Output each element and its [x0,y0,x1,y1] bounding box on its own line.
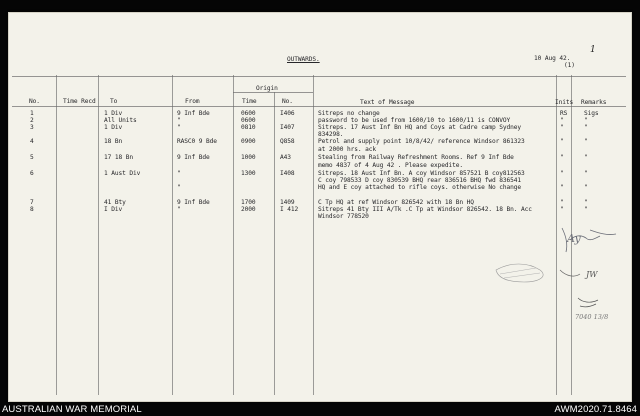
header-time-recd: Time Recd [63,98,96,105]
row-time: 0900 [241,138,256,145]
row-time: 0810 [241,124,256,131]
header-to: To [110,98,118,105]
row-no: 2 [30,117,34,124]
header-remarks: Remarks [581,99,607,106]
handwritten-signature-2: JW [586,270,598,279]
row-from: 9 Inf Bde [177,199,210,206]
row-to: 1 Div [104,124,123,131]
header-inits: Inits [555,99,574,106]
page-mark: 1 [590,45,596,55]
row-text: memo 4837 of 4 Aug 42 . Please expedite. [318,162,464,169]
row-from: " [177,117,181,124]
inits-cell: " [560,206,564,213]
remarks-cell: " [584,170,588,177]
remarks-cell: " [584,206,588,213]
remarks-cell: " [584,184,588,191]
row-no: 1 [30,110,34,117]
inits-cell: " [560,184,564,191]
document-title: OUTWARDS. [287,56,320,63]
row-text: Sitreps 41 Bty III A/Tk .C Tp at Windsor 826542. 18 Bn. Acc [318,206,532,213]
row-text: Sitreps. 18 Aust Inf Bn. A coy Windsor 857521 B coy812563 [318,170,525,177]
row-onum: I408 [280,170,295,177]
header-origin-no: No. [282,98,293,105]
document-date: 10 Aug 42. [534,55,571,62]
row-onum: Q858 [280,138,295,145]
inits-cell: " [560,170,564,177]
inits-cell: " [560,138,564,145]
row-from: " [177,170,181,177]
row-no: 4 [30,138,34,145]
row-no: 7 [30,199,34,206]
remarks-cell: " [584,117,588,124]
inits-cell: " [560,199,564,206]
row-to: 1 Aust Div [104,170,141,177]
row-to: 17 18 Bn [104,154,134,161]
row-to: All Units [104,117,137,124]
row-text: Petrol and supply point 10/8/42/ reference Windsor 861323 [318,138,525,145]
header-no: No. [29,98,40,105]
inits-cell: " [560,154,564,161]
row-time: 1300 [241,170,256,177]
row-onum: I406 [280,110,295,117]
row-onum: I 412 [280,206,299,213]
row-text: password to be used from 1600/10 to 1600/11 is CONVOY [318,117,511,124]
remarks-cell: Sigs [584,110,599,117]
row-from: 9 Inf Bde [177,110,210,117]
header-time: Time [242,98,257,105]
page-number: (1) [564,62,575,69]
remarks-cell: " [584,124,588,131]
row-text: C coy 798533 D coy 830539 BHQ rear 836516 BHQ fwd 836541 [318,177,522,184]
remarks-cell: " [584,138,588,145]
row-text: C Tp HQ at ref Windsor 826542 with 18 Bn HQ [318,199,474,206]
handwritten-note: 7040 13/8 [575,313,609,321]
row-time: 0600 [241,117,256,124]
row-to: 1 Div [104,110,123,117]
row-text: at 2000 hrs. ack [318,146,377,153]
row-onum: A43 [280,154,291,161]
row-time: 2000 [241,206,256,213]
header-from: From [185,98,200,105]
row-text: 834298. [318,131,344,138]
row-time: 0600 [241,110,256,117]
header-origin: Origin [256,85,278,92]
row-onum: I407 [280,124,295,131]
row-from: " [177,206,181,213]
row-text: HQ and E coy attached to rifle coys. otherwise No change [318,184,522,191]
row-text: Windsor 778520 [318,213,369,220]
row-text: Stealing from Railway Refreshment Rooms. Ref 9 Inf Bde [318,154,514,161]
row-from: RASC0 9 Bde [177,138,217,145]
row-no: 6 [30,170,34,177]
inits-cell: RS [560,110,568,117]
inits-cell: " [560,124,564,131]
footer-institution: AUSTRALIAN WAR MEMORIAL [2,404,142,415]
inits-cell: " [560,117,564,124]
remarks-cell: " [584,154,588,161]
header-text-of-message: Text of Message [360,99,415,106]
row-no: 5 [30,154,34,161]
footer-catalogue-number: AWM2020.71.8464 [554,404,637,415]
row-to: I Div [104,206,123,213]
handwritten-signature-1: Ay [567,232,581,245]
row-to: 41 Bty [104,199,126,206]
row-no: 3 [30,124,34,131]
row-no: 8 [30,206,34,213]
row-time: 1000 [241,154,256,161]
row-from: " [177,124,181,131]
row-text: Sitreps no change [318,110,380,117]
row-time: 1700 [241,199,256,206]
remarks-cell: " [584,199,588,206]
row-from: " [177,184,181,191]
row-from: 9 Inf Bde [177,154,210,161]
row-to: 18 Bn [104,138,123,145]
row-onum: 1409 [280,199,295,206]
row-text: Sitreps. 17 Aust Inf Bn HQ and Coys at Cadre camp Sydney [318,124,522,131]
